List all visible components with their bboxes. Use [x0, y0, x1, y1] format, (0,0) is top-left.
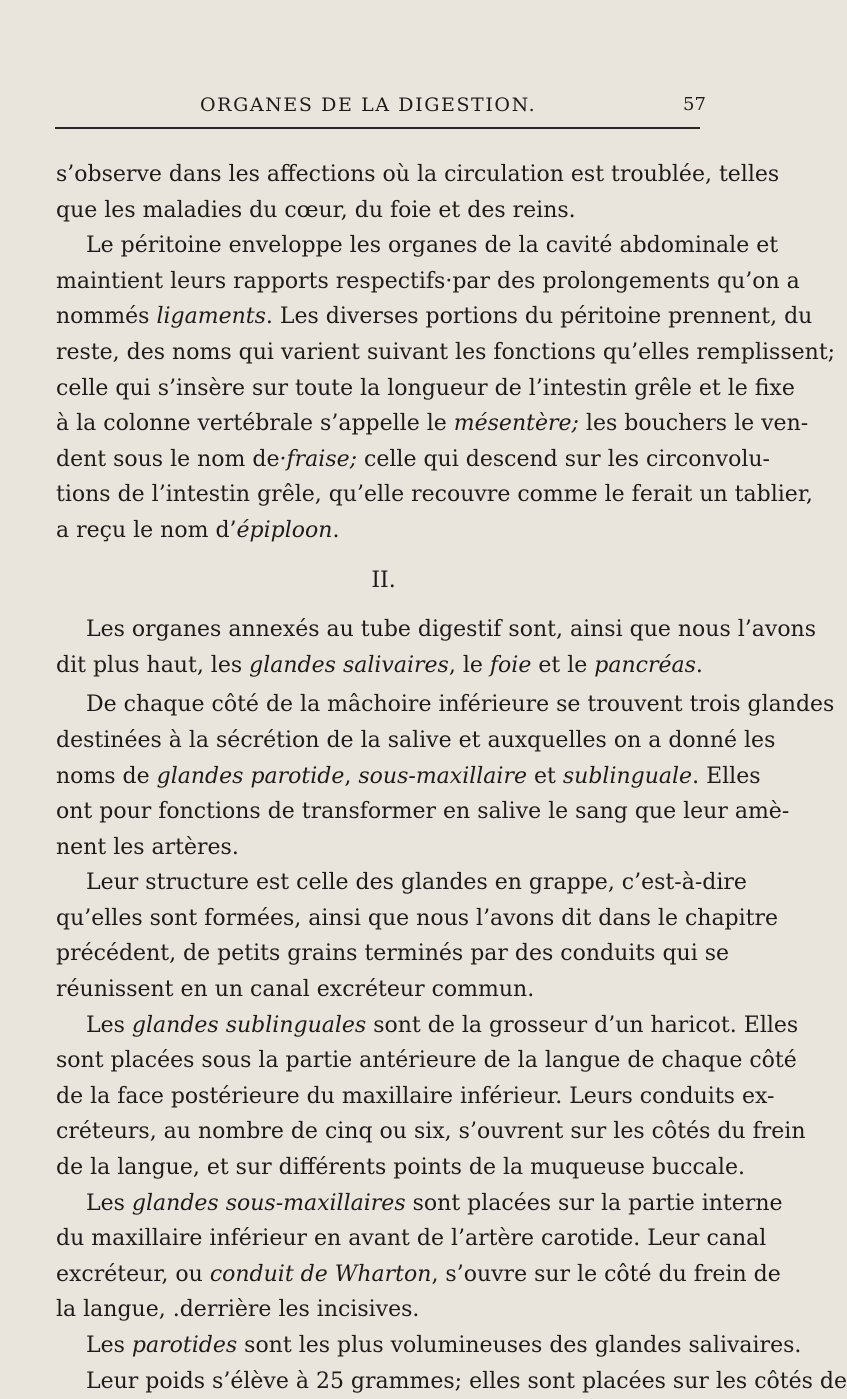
italic-term: glandes sous-maxillaires [131, 1190, 406, 1216]
text-run: celle qui descend sur les circonvolu- [357, 446, 770, 472]
text-line [56, 406, 809, 442]
text-line [56, 1328, 802, 1364]
text-run: sont placées sous la partie antérieure de la langue de chaque côté [56, 1048, 797, 1074]
text-line [56, 1008, 799, 1044]
text-run: De chaque côté de la mâchoire inférieure se trouvent trois glandes [86, 692, 835, 718]
text-run: noms de [56, 763, 157, 789]
text-run: maintient leurs rapports respectifs·par des prolongements qu’on a [56, 268, 800, 294]
section-heading [56, 563, 711, 599]
text-run: Les [86, 1190, 132, 1216]
italic-term: glandes parotide [156, 763, 345, 789]
text-run: sont les plus volumineuses des glandes salivaires. [237, 1333, 802, 1358]
text-line [56, 264, 800, 300]
text-run: sont de la grosseur d’un haricot. Elles [366, 1012, 799, 1038]
italic-term: mésentère; [453, 411, 579, 437]
text-run: sont placées sur la partie interne [405, 1190, 783, 1216]
text-line [56, 513, 711, 549]
text-run: créteurs, au nombre de cinq ou six, s’ouvrent sur les côtés du frein [56, 1119, 806, 1145]
text-line [56, 1079, 775, 1115]
italic-term: parotides [131, 1333, 238, 1358]
text-line [56, 865, 747, 901]
text-line [56, 299, 813, 335]
text-run: . [695, 652, 703, 678]
text-run: tions de l’intestin grêle, qu’elle recouvre comme le ferait un tablier, [56, 482, 813, 508]
text-run: du maxillaire inférieur en avant de l’artère carotide. Leur canal [56, 1226, 767, 1252]
text-line [56, 371, 795, 407]
italic-term: foie [489, 652, 532, 678]
text-run: , s’ouvre sur le côté du frein de [431, 1261, 781, 1287]
text-run: reste, des noms qui varient suivant les fonctions qu’elles remplissent; [56, 339, 836, 365]
text-run: les bouchers le ven- [578, 411, 809, 437]
text-run: qu’elles sont formées, ainsi que nous l’avons dit dans le chapitre [56, 905, 779, 931]
text-line [56, 794, 790, 830]
text-run: destinées à la sécrétion de la salive et auxquelles on a donné les [56, 727, 776, 753]
text-line [56, 648, 711, 684]
italic-term: conduit de Wharton [209, 1261, 432, 1287]
text-line [56, 1114, 806, 1150]
text-line [56, 1043, 797, 1079]
text-run: excréteur, ou [56, 1261, 210, 1287]
text-line [56, 972, 711, 1008]
italic-term: sublinguale [562, 763, 693, 789]
text-run: . Elles [692, 763, 761, 789]
text-line [56, 830, 711, 866]
italic-term: sous-maxillaire [358, 763, 527, 789]
text-line [56, 687, 835, 723]
text-line [56, 1364, 847, 1399]
text-run: , le [448, 652, 490, 678]
text-run: Les [86, 1012, 132, 1038]
italic-term: épiploon [236, 517, 333, 543]
text-run: ont pour fonctions de transformer en salive le sang que leur amè- [56, 799, 790, 825]
text-line [56, 1186, 783, 1222]
italic-term: ligaments [156, 304, 266, 330]
text-run: celle qui s’insère sur toute la longueur de l’intestin grêle et le fixe [56, 375, 795, 401]
text-run: Leur poids s’élève à 25 grammes; elles sont placées sur les côtés de [86, 1368, 847, 1394]
text-line [56, 1292, 711, 1328]
text-line [56, 1257, 781, 1293]
text-run: réunissent en un canal excréteur commun. [56, 977, 535, 1003]
text-run: Les [86, 1333, 132, 1358]
text-run: et [527, 763, 563, 789]
text-line [56, 723, 776, 759]
text-run: dit plus haut, les [56, 652, 250, 678]
italic-term: pancréas [594, 652, 696, 678]
text-line [56, 1150, 745, 1186]
page-number: 57 [683, 94, 706, 115]
text-run: de la face postérieure du maxillaire inférieur. Leurs conduits ex- [56, 1083, 775, 1109]
text-run: la langue, .derrière les incisives. [56, 1297, 420, 1323]
text-line [56, 759, 761, 795]
text-run: s’observe dans les affections où la circulation est troublée, telles [56, 162, 780, 187]
text-run: a reçu le nom d’ [56, 517, 237, 543]
text-line [56, 1221, 767, 1257]
text-run: de la langue, et sur différents points de la muqueuse buccale. [56, 1155, 745, 1181]
italic-term: ·fraise; [279, 446, 358, 472]
text-run: nommés [56, 304, 157, 330]
text-line [56, 193, 711, 229]
text-line [56, 936, 730, 972]
text-run: et le [531, 652, 595, 678]
running-title: ORGANES DE LA DIGESTION. [200, 94, 537, 116]
italic-term: glandes sublinguales [131, 1012, 367, 1038]
body-text [56, 157, 847, 1399]
header-rule [55, 127, 700, 129]
text-run: Le péritoine enveloppe les organes de la cavité abdominale et [86, 233, 779, 259]
italic-term: glandes salivaires [249, 652, 449, 678]
text-run: . Les diverses portions du péritoine prennent, du [265, 304, 813, 330]
text-run: Les organes annexés au tube digestif sont, ainsi que nous l’avons [86, 617, 817, 643]
text-line [56, 612, 817, 648]
text-line [56, 228, 779, 264]
text-line [56, 335, 836, 371]
text-line [56, 901, 779, 937]
text-run: . [332, 517, 340, 543]
text-line [56, 442, 770, 478]
text-line [56, 157, 780, 193]
text-line [56, 477, 813, 513]
text-run: Leur structure est celle des glandes en grappe, c’est-à-dire [86, 870, 747, 896]
text-run: que les maladies du cœur, du foie et des reins. [56, 197, 576, 223]
text-run: , [344, 763, 359, 789]
text-run: nent les artères. [56, 834, 239, 860]
text-run: II. [371, 567, 396, 593]
text-run: dent sous le nom de [56, 446, 280, 472]
text-run: précédent, de petits grains terminés par des conduits qui se [56, 941, 730, 967]
text-run: à la colonne vertébrale s’appelle le [56, 411, 454, 437]
